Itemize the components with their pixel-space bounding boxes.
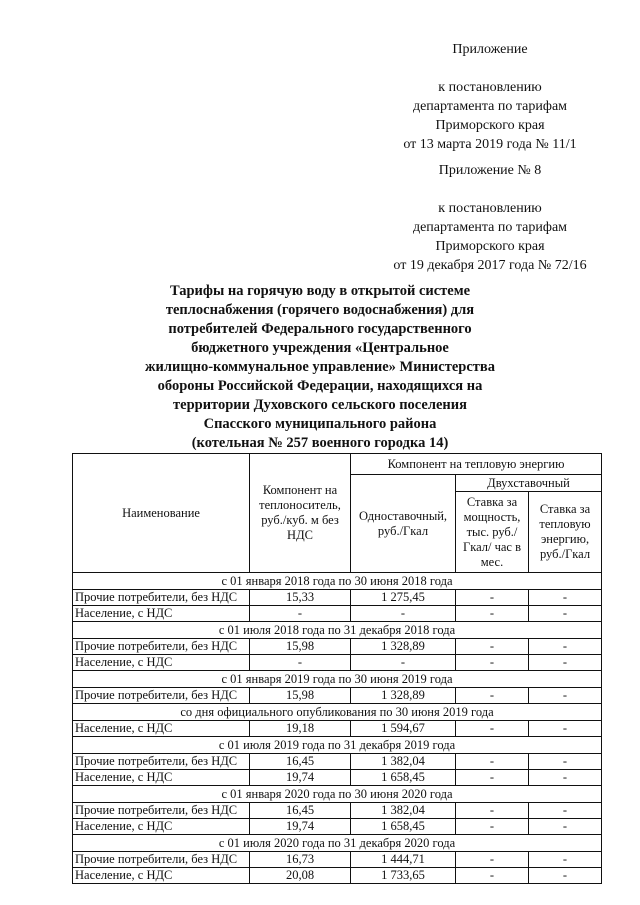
row-capacity-rate: - xyxy=(456,606,529,622)
period-label: с 01 июля 2020 года по 31 декабря 2020 года xyxy=(73,835,602,852)
row-single-rate: 1 382,04 xyxy=(351,803,456,819)
header-single-rate: Одноставочный, руб./Гкал xyxy=(351,475,456,573)
table-row xyxy=(73,590,602,606)
row-energy-rate: - xyxy=(529,606,602,622)
appendix-8-reference-line: департамента по тарифам xyxy=(412,220,568,235)
header-carrier-component: Компонент на теплоноситель, руб./куб. м без НДС xyxy=(250,454,351,573)
row-energy-rate: - xyxy=(529,655,602,671)
row-capacity-rate: - xyxy=(456,754,529,770)
row-energy-rate: - xyxy=(529,803,602,819)
appendix-reference-line: от 13 марта 2019 года № 11/1 xyxy=(403,137,577,152)
row-name: Население, с НДС xyxy=(73,606,250,622)
row-single-rate: - xyxy=(351,655,456,671)
table-row xyxy=(73,639,602,655)
row-carrier: 16,45 xyxy=(250,803,351,819)
row-single-rate: 1 275,45 xyxy=(351,590,456,606)
table-row xyxy=(73,655,602,671)
tariff-table xyxy=(72,453,602,884)
row-name: Прочие потребители, без НДС xyxy=(73,754,250,770)
tariff-table-body xyxy=(73,573,602,884)
header-energy-component: Компонент на тепловую энергию xyxy=(351,454,602,475)
title-line: Спасского муниципального района xyxy=(203,416,437,432)
row-energy-rate: - xyxy=(529,819,602,835)
row-name: Прочие потребители, без НДС xyxy=(73,803,250,819)
row-capacity-rate: - xyxy=(456,688,529,704)
period-row xyxy=(73,835,602,852)
title-line: территории Духовского сельского поселения xyxy=(173,397,467,413)
table-row xyxy=(73,852,602,868)
row-single-rate: 1 594,67 xyxy=(351,721,456,737)
appendix-reference-line: Приморского края xyxy=(435,118,545,133)
row-single-rate: 1 733,65 xyxy=(351,868,456,884)
table-row xyxy=(73,721,602,737)
period-label: с 01 января 2020 года по 30 июня 2020 года xyxy=(73,786,602,803)
period-label: с 01 июля 2018 года по 31 декабря 2018 года xyxy=(73,622,602,639)
row-carrier: 15,33 xyxy=(250,590,351,606)
row-carrier: 15,98 xyxy=(250,688,351,704)
row-name: Население, с НДС xyxy=(73,819,250,835)
title-line: (котельная № 257 военного городка 14) xyxy=(191,435,449,451)
row-capacity-rate: - xyxy=(456,721,529,737)
period-label: с 01 января 2019 года по 30 июня 2019 года xyxy=(73,671,602,688)
row-energy-rate: - xyxy=(529,770,602,786)
period-row xyxy=(73,573,602,590)
appendix-8-reference-line: к постановлению xyxy=(438,201,542,216)
row-name: Прочие потребители, без НДС xyxy=(73,639,250,655)
period-row xyxy=(73,622,602,639)
period-label: с 01 июля 2019 года по 31 декабря 2019 года xyxy=(73,737,602,754)
row-carrier: 19,74 xyxy=(250,770,351,786)
period-label: с 01 января 2018 года по 30 июня 2018 года xyxy=(73,573,602,590)
header-energy-rate: Ставка за тепловую энергию, руб./Гкал xyxy=(529,492,602,573)
row-energy-rate: - xyxy=(529,852,602,868)
row-single-rate: 1 382,04 xyxy=(351,754,456,770)
title-line: обороны Российской Федерации, находящихся на xyxy=(157,378,483,394)
title-line: жилищно-коммунальное управление» Министерства xyxy=(145,359,495,375)
row-name: Население, с НДС xyxy=(73,868,250,884)
row-carrier: - xyxy=(250,606,351,622)
table-row xyxy=(73,819,602,835)
header-name: Наименование xyxy=(73,454,250,573)
table-row xyxy=(73,868,602,884)
row-carrier: 19,74 xyxy=(250,819,351,835)
table-row xyxy=(73,803,602,819)
row-name: Прочие потребители, без НДС xyxy=(73,852,250,868)
appendix-title: Приложение xyxy=(452,42,528,57)
row-capacity-rate: - xyxy=(456,655,529,671)
row-carrier: 19,18 xyxy=(250,721,351,737)
row-carrier: 15,98 xyxy=(250,639,351,655)
row-name: Прочие потребители, без НДС xyxy=(73,688,250,704)
row-single-rate: 1 658,45 xyxy=(351,770,456,786)
appendix-8-reference-line: Приморского края xyxy=(435,239,545,254)
title-line: теплоснабжения (горячего водоснабжения) для xyxy=(165,302,475,318)
row-single-rate: - xyxy=(351,606,456,622)
appendix-8-title: Приложение № 8 xyxy=(438,163,542,178)
document-title xyxy=(120,282,520,453)
row-carrier: 20,08 xyxy=(250,868,351,884)
row-capacity-rate: - xyxy=(456,819,529,835)
row-energy-rate: - xyxy=(529,639,602,655)
row-carrier: 16,45 xyxy=(250,754,351,770)
row-energy-rate: - xyxy=(529,688,602,704)
appendix-reference xyxy=(370,78,610,154)
table-row xyxy=(73,688,602,704)
row-capacity-rate: - xyxy=(456,852,529,868)
period-row xyxy=(73,737,602,754)
row-capacity-rate: - xyxy=(456,590,529,606)
row-name: Население, с НДС xyxy=(73,655,250,671)
row-name: Население, с НДС xyxy=(73,770,250,786)
row-energy-rate: - xyxy=(529,590,602,606)
row-name: Население, с НДС xyxy=(73,721,250,737)
row-single-rate: 1 444,71 xyxy=(351,852,456,868)
title-line: потребителей Федерального государственного xyxy=(168,321,472,337)
row-capacity-rate: - xyxy=(456,803,529,819)
row-energy-rate: - xyxy=(529,868,602,884)
appendix-8-reference-line: от 19 декабря 2017 года № 72/16 xyxy=(393,258,587,273)
row-carrier: - xyxy=(250,655,351,671)
appendix-reference-line: департамента по тарифам xyxy=(412,99,568,114)
appendix-8-reference xyxy=(370,199,610,275)
appendix-reference-line: к постановлению xyxy=(438,80,542,95)
row-capacity-rate: - xyxy=(456,639,529,655)
row-single-rate: 1 328,89 xyxy=(351,688,456,704)
table-row xyxy=(73,770,602,786)
period-row xyxy=(73,704,602,721)
title-line: бюджетного учреждения «Центральное xyxy=(191,340,449,356)
period-row xyxy=(73,786,602,803)
header-capacity-rate: Ставка за мощность, тыс. руб./Гкал/ час в мес. xyxy=(456,492,529,573)
row-carrier: 16,73 xyxy=(250,852,351,868)
header-two-rate: Двухставочный xyxy=(456,475,602,492)
table-row xyxy=(73,754,602,770)
row-single-rate: 1 658,45 xyxy=(351,819,456,835)
period-label: со дня официального опубликования по 30 июня 2019 года xyxy=(73,704,602,721)
row-name: Прочие потребители, без НДС xyxy=(73,590,250,606)
table-row xyxy=(73,606,602,622)
row-energy-rate: - xyxy=(529,754,602,770)
title-line: Тарифы на горячую воду в открытой системе xyxy=(169,283,471,299)
row-capacity-rate: - xyxy=(456,868,529,884)
row-capacity-rate: - xyxy=(456,770,529,786)
row-single-rate: 1 328,89 xyxy=(351,639,456,655)
row-energy-rate: - xyxy=(529,721,602,737)
period-row xyxy=(73,671,602,688)
